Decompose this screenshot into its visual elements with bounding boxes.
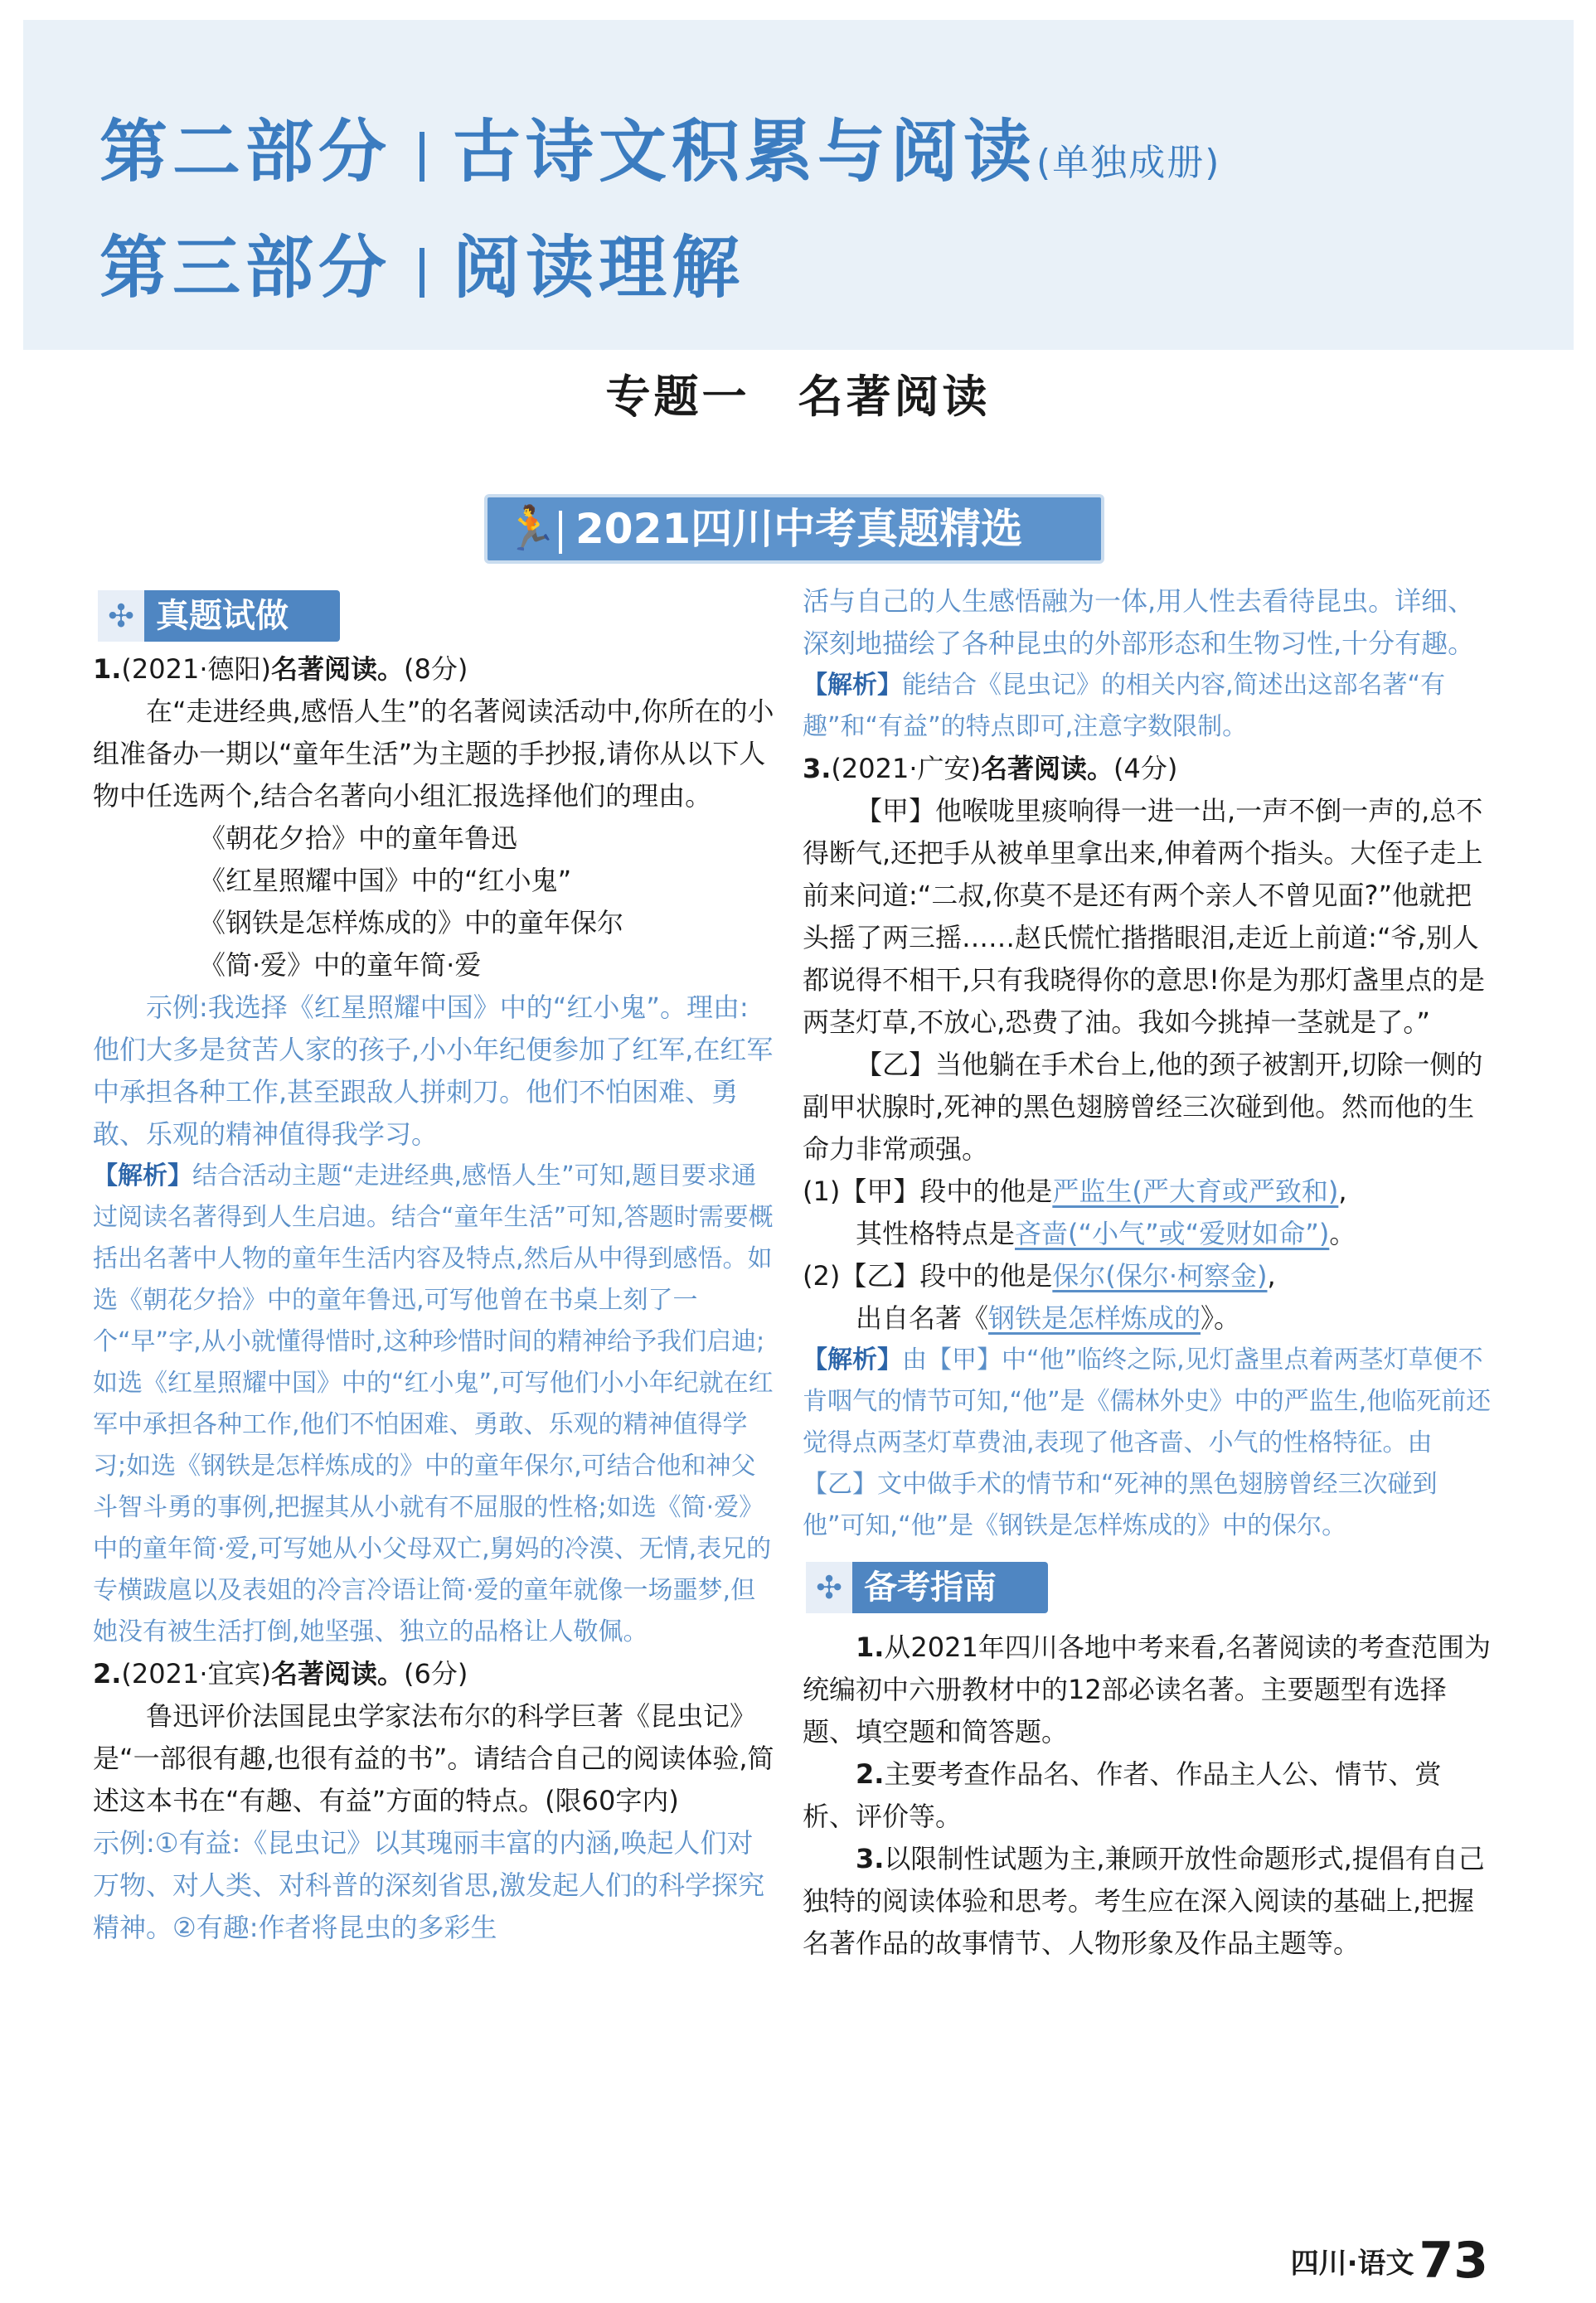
- guide-item: 3.以限制性试题为主,兼顾开放性命题形式,提倡有自己独特的阅读体验和思考。考生应在深入阅读的基础上,把握名著作品的故事情节、人物形象及作品主题等。: [803, 1843, 1485, 1959]
- part3-prefix: 第三部分: [99, 229, 392, 308]
- part2-divider: [420, 132, 424, 182]
- q3-passage-jia: 【甲】他喉咙里痰响得一进一出,一声不倒一声的,总不得断气,还把手从被单里拿出来,伸着两个指头。大侄子走上前来问道:“二叔,你莫不是还有两个亲人不曾见面?”他就把头摇了两三摇……赵氏慌忙揩揩眼泪,走近上前道:“爷,别人都说得不相干,只有我晓得你的意思!你是为那灯盏里点的是两茎灯草,不放心,恐费了油。我如今挑掉一茎就是了。”: [803, 795, 1486, 1038]
- page-number: 73: [1419, 2232, 1488, 2290]
- part2-heading: [99, 98, 1220, 195]
- section-tag-guide: [806, 1562, 1048, 1613]
- q2-answer-part2: 活与自己的人生感悟融为一体,用人性去看待昆虫。详细、深刻地描绘了各种昆虫的外部形态和生物习性,十分有趣。: [803, 585, 1475, 659]
- q1-option: 《简·爱》中的童年简·爱: [199, 949, 482, 981]
- q1-option: 《朝花夕拾》中的童年鲁迅: [199, 822, 518, 854]
- q1-option: 《钢铁是怎样炼成的》中的童年保尔: [199, 907, 624, 938]
- arrows-icon: ✣: [98, 590, 144, 642]
- part3-divider: [420, 248, 424, 298]
- part3-title: 阅读理解: [453, 229, 745, 308]
- q3-sub1-a: (1)【甲】段中的他是严监生(严大育或严致和),: [803, 1176, 1347, 1207]
- page-footer: [1291, 2232, 1488, 2290]
- left-column: [93, 648, 774, 1949]
- q3-header: 3.(2021·广安)名著阅读。(4分): [803, 753, 1178, 784]
- q1-answer: 示例:我选择《红星照耀中国》中的“红小鬼”。理由:他们大多是贫苦人家的孩子,小小年纪便参加了红军,在红军中承担各种工作,甚至跟敌人拼刺刀。他们不怕困难、勇敢、乐观的精神值得我学习。: [93, 992, 774, 1150]
- q3-sub1-b-answer: 吝啬(“小气”或“爱财如命”): [1015, 1218, 1330, 1249]
- runner-icon: 🏃: [504, 504, 558, 554]
- part3-heading: [99, 214, 745, 311]
- q1-header: 1.(2021·德阳)名著阅读。(8分): [93, 653, 468, 685]
- q3-sub2-b: 出自名著《钢铁是怎样炼成的》。: [856, 1302, 1241, 1334]
- q1-option: 《红星照耀中国》中的“红小鬼”: [199, 865, 572, 896]
- q1-stem: 在“走进经典,感悟人生”的名著阅读活动中,你所在的小组准备办一期以“童年生活”为主题的手抄报,请你从以下人物中任选两个,结合名著向小组汇报选择他们的理由。: [93, 696, 774, 812]
- section-tag-label: 真题试做: [156, 597, 289, 635]
- q3-passage-yi: 【乙】当他躺在手术台上,他的颈子被割开,切除一侧的副甲状腺时,死神的黑色翅膀曾经三次碰到他。然而他的生命力非常顽强。: [803, 1049, 1483, 1165]
- arrows-icon: ✣: [806, 1562, 852, 1613]
- guide-item: 2.主要考查作品名、作者、作品主人公、情节、赏析、评价等。: [803, 1758, 1442, 1832]
- topic-title: 专题一 名著阅读: [605, 371, 991, 423]
- part2-prefix: 第二部分: [99, 113, 392, 192]
- banner-divider: [559, 511, 562, 554]
- part2-title: 古诗文积累与阅读: [453, 113, 1037, 192]
- part2-note: (单独成册): [1036, 142, 1221, 184]
- q3-sub2-a-answer: 保尔(保尔·柯察金): [1052, 1260, 1268, 1292]
- q3-sub2-b-answer: 钢铁是怎样炼成的: [988, 1302, 1201, 1334]
- q1-explanation: 【解析】结合活动主题“走进经典,感悟人生”可知,题目要求通过阅读名著得到人生启迪。结合“童年生活”可知,答题时需要概括出名著中人物的童年生活内容及特点,然后从中得到感悟。如选《朝花夕拾》中的童年鲁迅,可写他曾在书桌上刻了一个“早”字,从小就懂得惜时,这种珍惜时间的精神给予我们启迪;如选《红星照耀中国》中的“红小鬼”,可写他们小小年纪就在红军中承担各种工作,他们不怕困难、勇敢、乐观的精神值得学习;如选《钢铁是怎样炼成的》中的童年保尔,可结合他和神父斗智斗勇的事例,把握其从小就有不屈服的性格;如选《简·爱》中的童年简·爱,可写她从小父母双亡,舅妈的冷漠、无情,表兄的专横跋扈以及表姐的冷言冷语让简·爱的童年就像一场噩梦,但她没有被生活打倒,她坚强、独立的品格让人敬佩。: [93, 1161, 774, 1646]
- q2-explanation: 【解析】能结合《昆虫记》的相关内容,简述出这部名著“有趣”和“有益”的特点即可,注意字数限制。: [803, 671, 1446, 741]
- q3-explanation: 【解析】由【甲】中“他”临终之际,见灯盏里点着两茎灯草便不肯咽气的情节可知,“他”是《儒林外史》中的严监生,他临死前还觉得点两茎灯草费油,表现了他吝啬、小气的性格特征。由【乙】文中做手术的情节和“死神的黑色翅膀曾经三次碰到他”可知,“他”是《钢铁是怎样炼成的》中的保尔。: [803, 1345, 1492, 1540]
- banner-text: 2021四川中考真题精选: [575, 505, 1023, 553]
- right-column: [803, 580, 1492, 1965]
- section-tag-label: 备考指南: [864, 1568, 997, 1607]
- footer-label: 四川·语文: [1290, 2247, 1414, 2281]
- section-tag-true-exam: [98, 590, 340, 642]
- q3-sub2-a: (2)【乙】段中的他是保尔(保尔·柯察金),: [803, 1260, 1276, 1292]
- q3-sub1-b: 其性格特点是吝啬(“小气”或“爱财如命”)。: [856, 1218, 1356, 1249]
- q2-header: 2.(2021·宜宾)名著阅读。(6分): [93, 1658, 468, 1690]
- exam-banner: [484, 494, 1104, 564]
- q2-answer-part1: 示例:①有益:《昆虫记》以其瑰丽丰富的内涵,唤起人们对万物、对人类、对科普的深刻省思,激发起人们的科学探究精神。②有趣:作者将昆虫的多彩生: [93, 1827, 765, 1943]
- guide-tag-spacer: [803, 1547, 1492, 1627]
- guide-item: 1.从2021年四川各地中考来看,名著阅读的考查范围为统编初中六册教材中的12部必读名著。主要题型有选择题、填空题和简答题。: [803, 1631, 1492, 1748]
- q2-stem: 鲁迅评价法国昆虫学家法布尔的科学巨著《昆虫记》是“一部很有趣,也很有益的书”。请结合自己的阅读体验,简述这本书在“有趣、有益”方面的特点。(限60字内): [93, 1700, 774, 1816]
- q3-sub1-a-answer: 严监生(严大育或严致和): [1052, 1176, 1339, 1207]
